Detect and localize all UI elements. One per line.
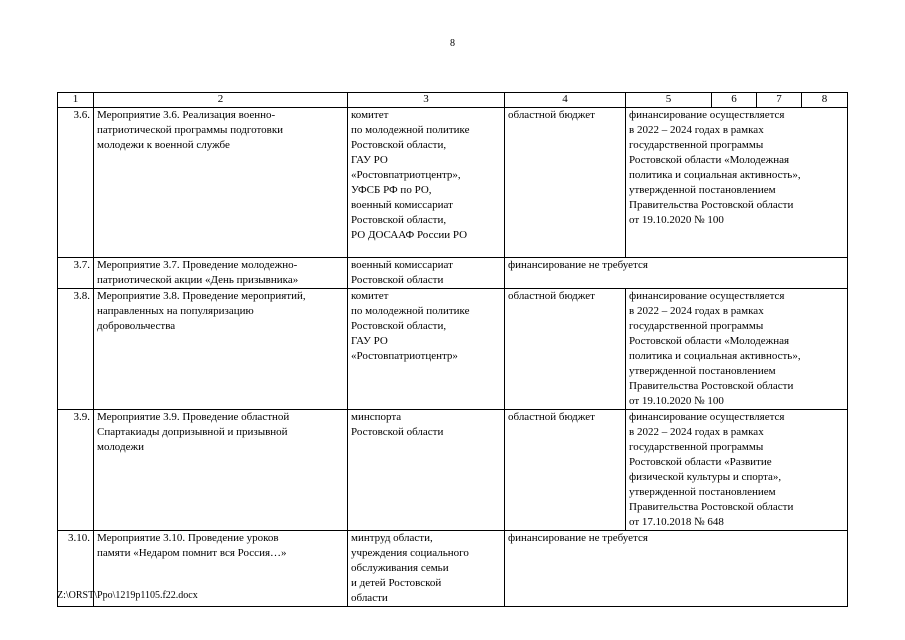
row-number: 3.6. (58, 108, 94, 258)
col-header-6: 6 (712, 93, 757, 108)
row-number: 3.9. (58, 410, 94, 531)
col-header-2: 2 (94, 93, 348, 108)
table-row (58, 289, 848, 410)
financing-merged-cell: финансирование не требуется (505, 258, 848, 289)
executor-cell: минтруд области, учреждения социального обслуживания семьи и детей Ростовской области (348, 531, 505, 607)
measures-table (57, 92, 848, 607)
col-header-7: 7 (757, 93, 802, 108)
financing-cell: финансирование осуществляется в 2022 – 2024 годах в рамках государственной программы Ростовской области «Молодежная политика и социальная активность», утвержденной постановлением Правительства Ростовской области от 19.10.2020 № 100 (626, 108, 848, 258)
row-number: 3.7. (58, 258, 94, 289)
col-header-8: 8 (802, 93, 848, 108)
event-cell: Мероприятие 3.10. Проведение уроков памяти «Недаром помнит вся Россия…» (94, 531, 348, 607)
executor-cell: комитет по молодежной политике Ростовской области, ГАУ РО «Ростовпатриотцентр», УФСБ РФ по РО, военный комиссариат Ростовской области, РО ДОСААФ России РО (348, 108, 505, 258)
source-cell: областной бюджет (505, 289, 626, 410)
event-cell: Мероприятие 3.7. Проведение молодежно- патриотической акции «День призывника» (94, 258, 348, 289)
row-number: 3.10. (58, 531, 94, 607)
row-number: 3.8. (58, 289, 94, 410)
financing-cell: финансирование осуществляется в 2022 – 2024 годах в рамках государственной программы Ростовской области «Развитие физической культуры и спорта», утвержденной постановлением Правительства Ростовской области от 17.10.2018 № 648 (626, 410, 848, 531)
executor-cell: комитет по молодежной политике Ростовской области, ГАУ РО «Ростовпатриотцентр» (348, 289, 505, 410)
source-cell: областной бюджет (505, 410, 626, 531)
col-header-3: 3 (348, 93, 505, 108)
page-number: 8 (450, 38, 455, 49)
table-row (58, 258, 848, 289)
file-path-footer: Z:\ORST\Ppo\1219p1105.f22.docx (57, 590, 198, 601)
financing-merged-cell: финансирование не требуется (505, 531, 848, 607)
financing-cell: финансирование осуществляется в 2022 – 2024 годах в рамках государственной программы Ростовской области «Молодежная политика и социальная активность», утвержденной постановлением Правительства Ростовской области от 19.10.2020 № 100 (626, 289, 848, 410)
executor-cell: военный комиссариат Ростовской области (348, 258, 505, 289)
col-header-5: 5 (626, 93, 712, 108)
table-row (58, 108, 848, 258)
col-header-4: 4 (505, 93, 626, 108)
event-cell: Мероприятие 3.6. Реализация военно- патриотической программы подготовки молодежи к военной службе (94, 108, 348, 258)
event-cell: Мероприятие 3.9. Проведение областной Спартакиады допризывной и призывной молодежи (94, 410, 348, 531)
col-header-1: 1 (58, 93, 94, 108)
source-cell: областной бюджет (505, 108, 626, 258)
event-cell: Мероприятие 3.8. Проведение мероприятий, направленных на популяризацию добровольчества (94, 289, 348, 410)
executor-cell: минспорта Ростовской области (348, 410, 505, 531)
header-row (58, 93, 848, 108)
table-row (58, 410, 848, 531)
